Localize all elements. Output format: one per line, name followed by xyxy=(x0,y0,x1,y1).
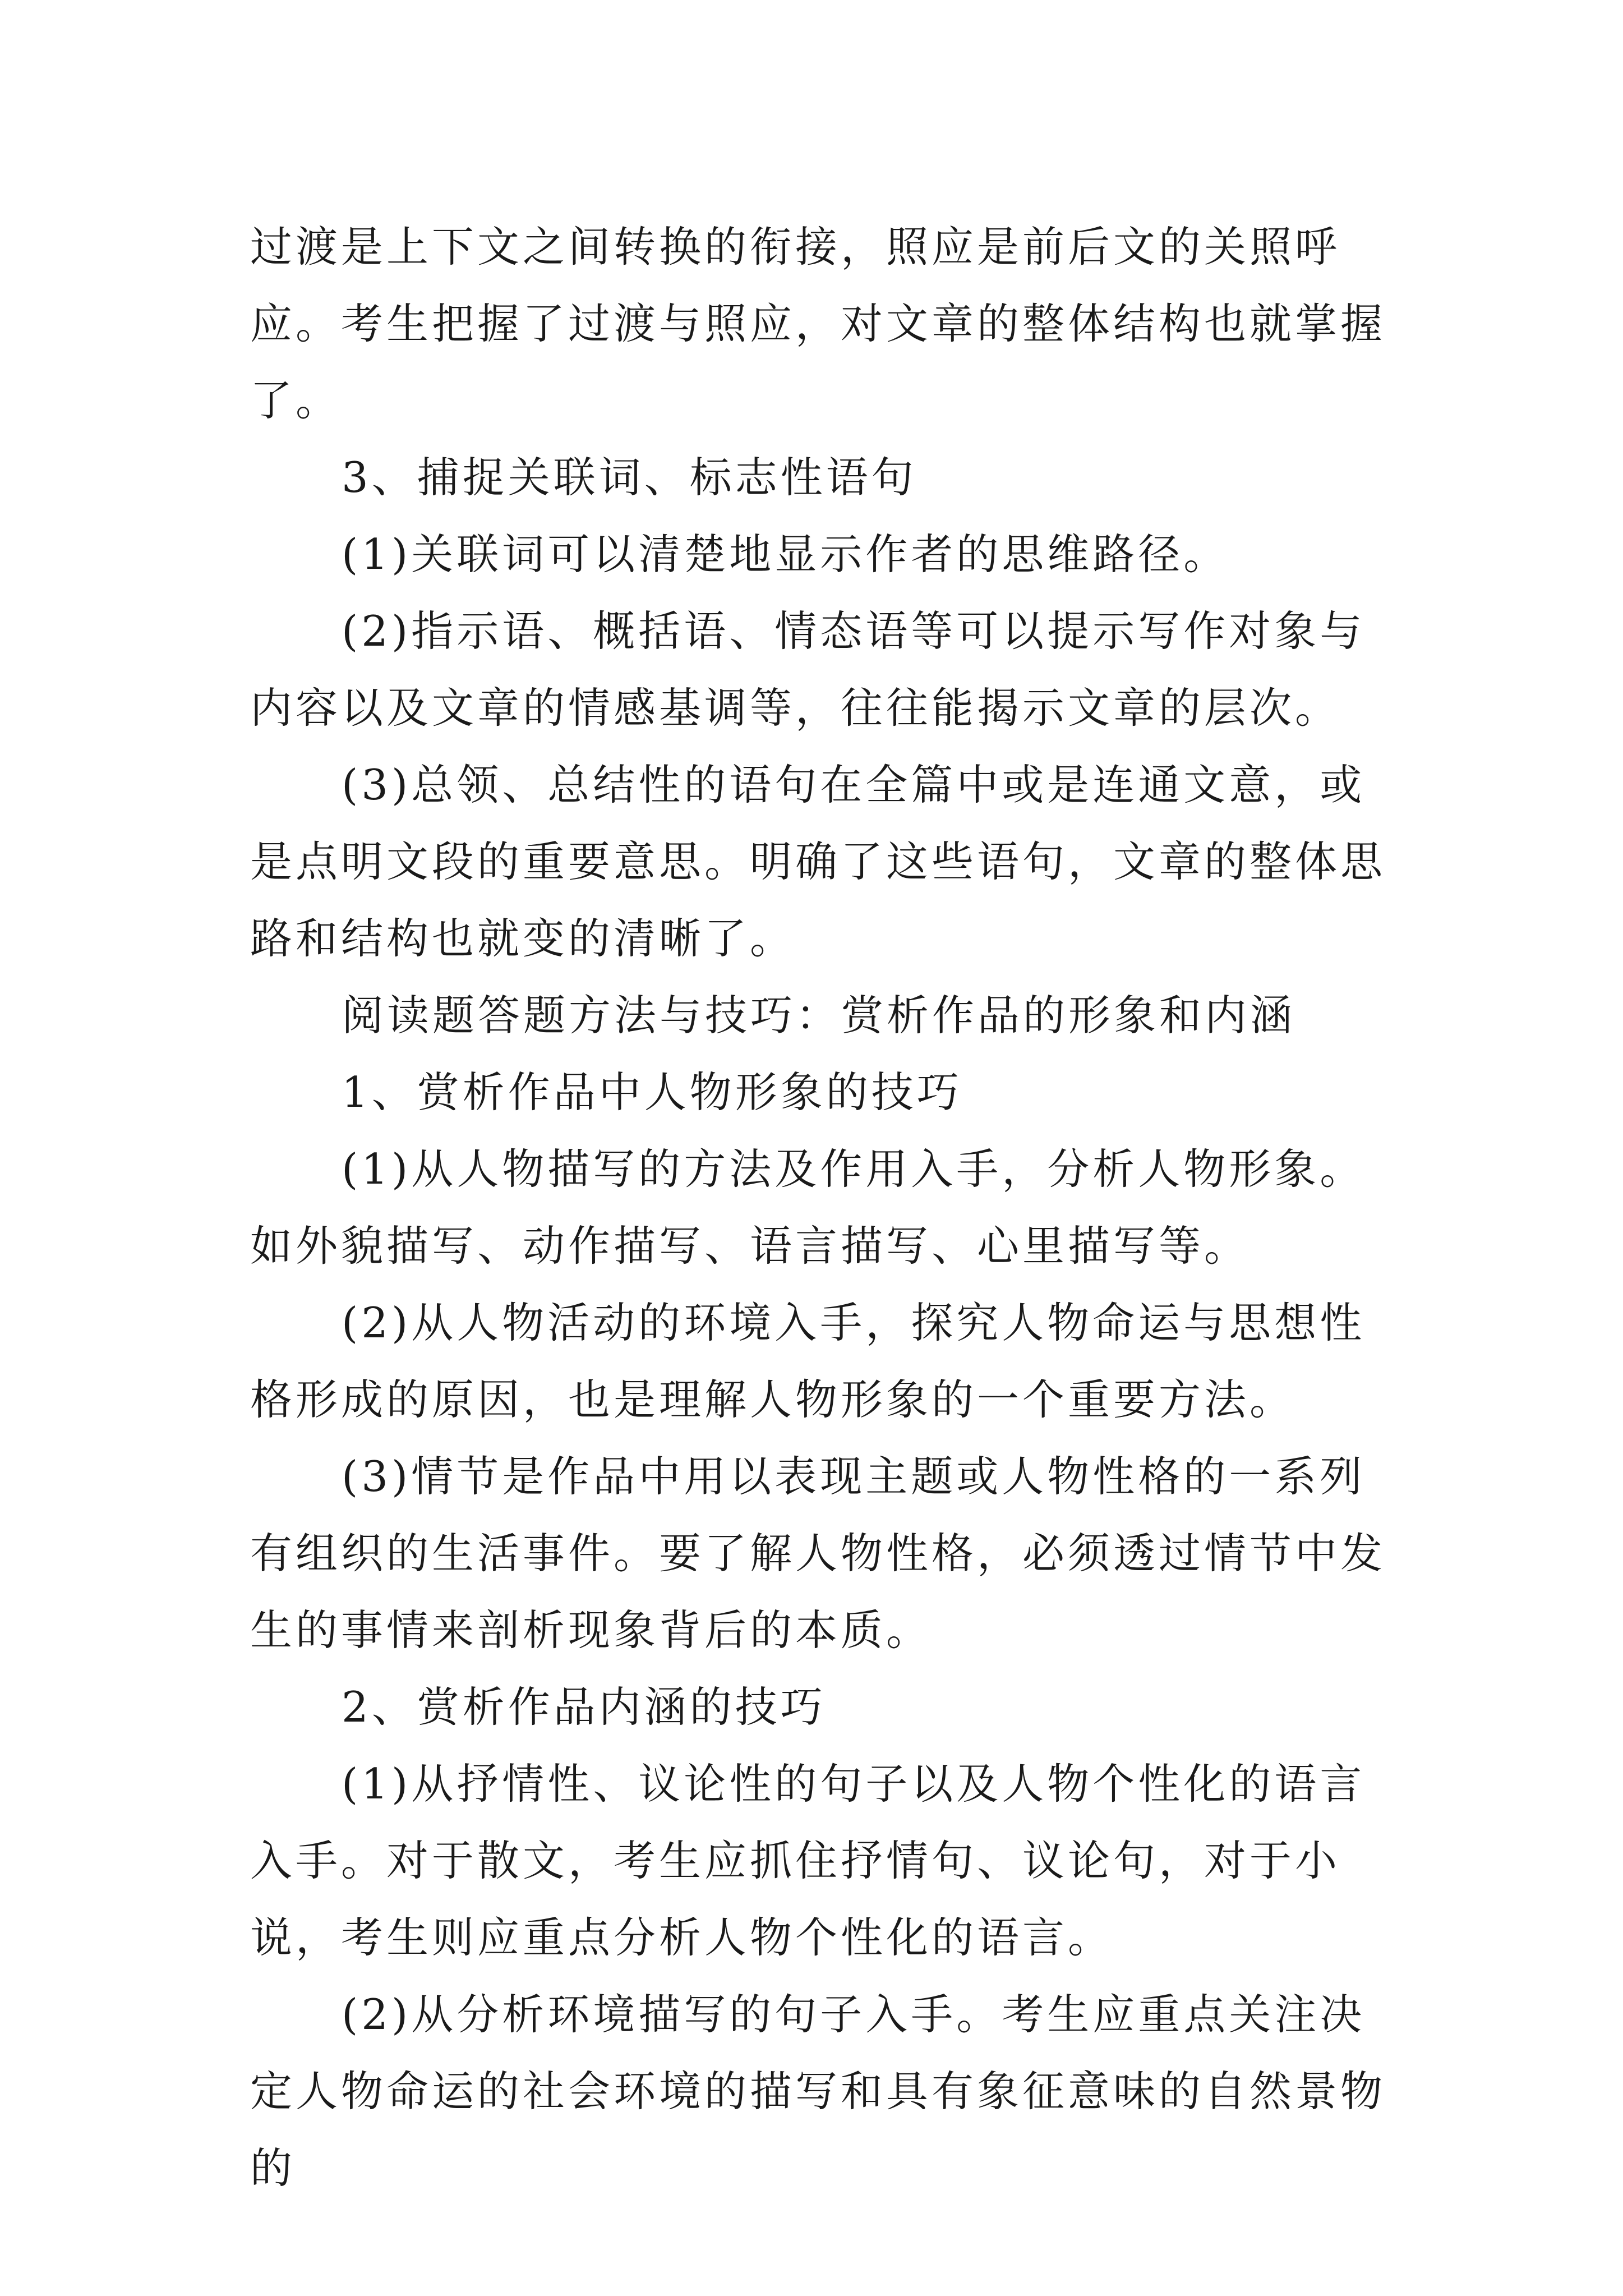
paragraph-item-1: (1)关联词可以清楚地显示作者的思维路径。 xyxy=(342,530,1229,579)
document-body xyxy=(250,209,1394,2207)
paragraph-character-1: (1)从人物描写的方法及作用入手，分析人物形象。如外貌描写、动作描写、语言描写、心里描写等。 xyxy=(250,1144,1366,1271)
paragraph-connotation-2: (2)从分析环境描写的句子入手。考生应重点关注决定人物命运的社会环境的描写和具有象征意味的自然景物的 xyxy=(250,1990,1386,2193)
heading-connotation: 2、赏析作品内涵的技巧 xyxy=(342,1682,826,1732)
heading-connectives: 3、捕捉关联词、标志性语句 xyxy=(342,453,917,502)
paragraph-character-3: (3)情节是作品中用以表现主题或人物性格的一系列有组织的生活事件。要了解人物性格，必须透过情节中发生的事情来剖析现象背后的本质。 xyxy=(250,1452,1386,1655)
section-title: 阅读题答题方法与技巧：赏析作品的形象和内涵 xyxy=(342,991,1296,1040)
heading-character-image: 1、赏析作品中人物形象的技巧 xyxy=(342,1068,962,1117)
paragraph-item-2: (2)指示语、概括语、情态语等可以提示写作对象与内容以及文章的情感基调等，往往能揭示文章的层次。 xyxy=(250,606,1366,733)
paragraph-connotation-1: (1)从抒情性、议论性的句子以及人物个性化的语言入手。对于散文，考生应抓住抒情句、议论句，对于小说，考生则应重点分析人物个性化的语言。 xyxy=(250,1759,1366,1962)
paragraph-transition-echo: 过渡是上下文之间转换的衔接，照应是前后文的关照呼应。考生把握了过渡与照应，对文章的整体结构也就掌握了。 xyxy=(250,222,1386,425)
paragraph-item-3: (3)总领、总结性的语句在全篇中或是连通文意，或是点明文段的重要意思。明确了这些语句，文章的整体思路和结构也就变的清晰了。 xyxy=(250,760,1386,963)
paragraph-character-2: (2)从人物活动的环境入手，探究人物命运与思想性格形成的原因，也是理解人物形象的一个重要方法。 xyxy=(250,1298,1366,1424)
